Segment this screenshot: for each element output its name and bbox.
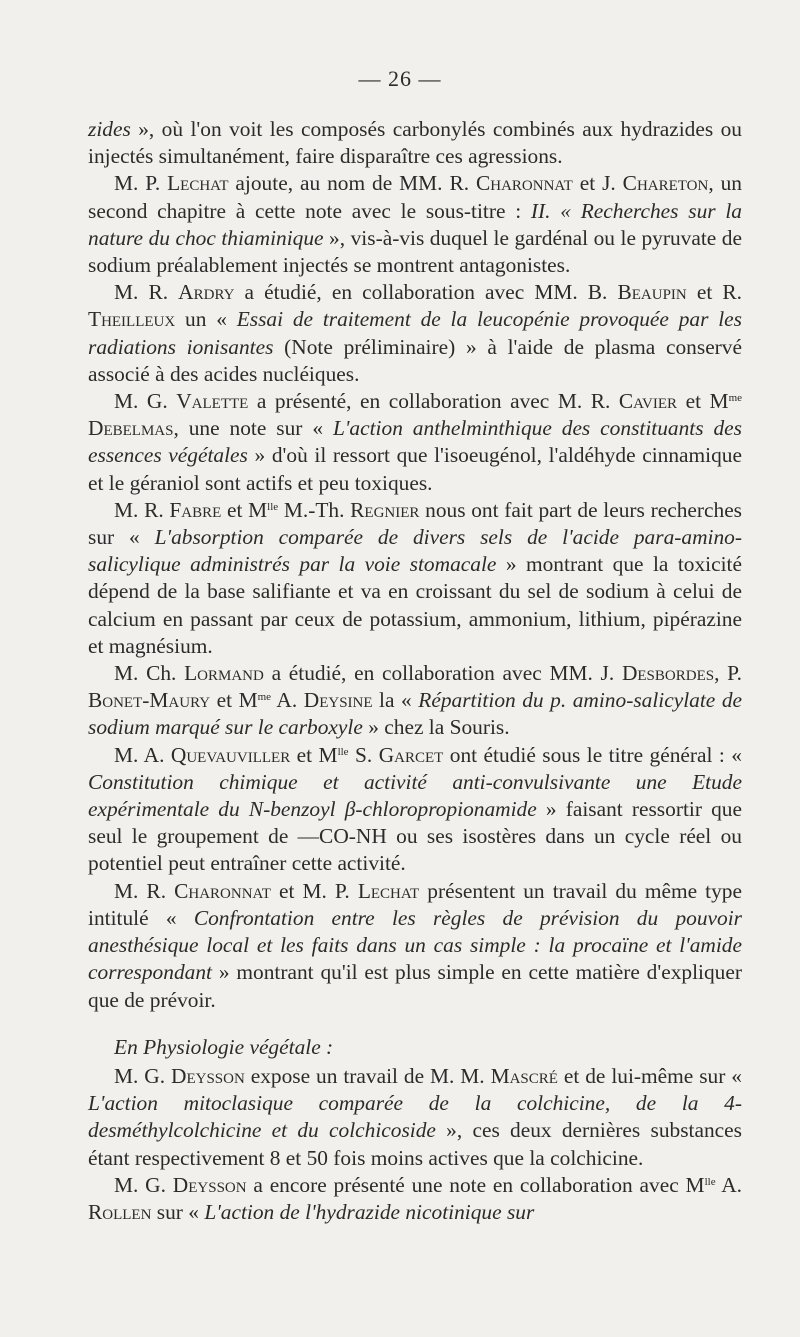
italic-title: L'action anthelminthique des constituants des essences végétales [88, 416, 743, 468]
author-name: Mascré [490, 1063, 558, 1088]
text-run: la « [372, 688, 419, 713]
italic-title: L'action mitoclasique comparée de la colchicine, de la 4-desméthylcolchicine et du colchicoside [88, 1091, 742, 1143]
text-run: M. P. [114, 171, 168, 196]
text-run: M. G. [114, 1063, 171, 1088]
text-run: M. R. [114, 280, 179, 305]
text-run: a étudié, en collaboration avec MM. B. [234, 280, 618, 305]
text-run: et de lui-même sur « [557, 1063, 742, 1088]
author-name: Charonnat [174, 878, 271, 903]
text-run: un « [175, 307, 237, 332]
text-run: M. R. [114, 497, 170, 522]
italic-title: II. « Recherches sur la nature du choc thiaminique [88, 198, 742, 250]
text-run: , un second chapitre à cette note avec le sous-titre : [88, 171, 743, 223]
text-run: ont étudié sous le titre général : « [443, 742, 742, 767]
text-run: A. [271, 688, 304, 713]
author-name: Garcet [378, 742, 444, 767]
text-run: M.-Th. [278, 497, 351, 522]
superscript: lle [337, 745, 349, 758]
author-name: Fabre [169, 497, 222, 522]
paragraph [88, 279, 742, 388]
author-name: Beaupin [617, 280, 687, 305]
paragraph [88, 388, 742, 497]
text-run: (Note préliminaire) » à l'aide de plasma conservé associé à des acides nucléiques. [88, 334, 742, 386]
author-name: Valette [176, 389, 249, 414]
superscript: me [257, 691, 272, 704]
author-name: Debelmas [88, 416, 174, 441]
superscript: me [728, 392, 743, 405]
author-name: Chareton [622, 171, 709, 196]
author-name: Lechat [357, 878, 420, 903]
text-run: M. G. [114, 1172, 173, 1197]
italic-title: Répartition du p. amino-salicylate de sodium marqué sur le carboxyle [88, 688, 743, 740]
italic-title: Constitution chimique et activité anti-convulsivante une Etude expérimentale du N-benzoyl β-chloropropionamide [88, 769, 742, 822]
author-name: Charonnat [476, 171, 573, 196]
text-run: et M [677, 389, 729, 414]
paragraph [88, 116, 742, 170]
text-run: » faisant ressortir que seul le groupement de —CO-NH ou ses isostères dans un cycle réel ou potentiel peut entraîner cette activité. [88, 797, 742, 876]
text-run: », où l'on voit les composés carbonylés combinés aux hydrazides ou injectés simultanément, faire disparaître ces agressions. [88, 117, 742, 169]
text-run: S. [348, 742, 379, 767]
text-run: M. G. [114, 389, 177, 414]
text-run: et M. P. [270, 878, 358, 903]
paragraph [88, 497, 742, 660]
superscript: lle [267, 500, 279, 513]
author-name: Deysson [172, 1172, 247, 1197]
text-run: présentent un travail du même type intitulé « [88, 878, 742, 930]
italic-title: L'action de l'hydrazide nicotinique sur [204, 1199, 535, 1224]
body-text [88, 116, 742, 1226]
text-run: a encore présenté une note en collaboration avec M [246, 1172, 705, 1197]
text-run: , P. [714, 661, 743, 686]
author-name: Desbordes [621, 661, 715, 686]
superscript: lle [704, 1175, 716, 1188]
paragraph [88, 1172, 742, 1226]
paragraph [88, 170, 742, 279]
text-run: En Physiologie végétale : [114, 1034, 334, 1059]
paragraph [88, 660, 742, 742]
text-run: , une note sur « [173, 416, 333, 441]
author-name: Ardry [178, 280, 235, 305]
text-run: » d'où il ressort que l'isoeugénol, l'aldéhyde cinnamique et le géraniol sont actifs et peu toxiques. [88, 443, 742, 495]
author-name: Theilleux [88, 307, 176, 332]
text-run: a présenté, en collaboration avec M. R. [248, 389, 619, 414]
text-run: » chez la Souris. [362, 715, 510, 740]
text-run: M. Ch. [114, 661, 185, 686]
author-name: Quevauviller [170, 742, 291, 767]
author-name: Regnier [350, 497, 420, 522]
text-run: sur « [151, 1199, 205, 1224]
text-run: a étudié, en collaboration avec MM. J. [263, 661, 622, 686]
page-number: — 26 — [358, 66, 442, 91]
text-run: ajoute, au nom de MM. R. [228, 171, 476, 196]
paragraph [88, 878, 742, 1014]
italic-title: L'absorption comparée de divers sels de l'acide para-amino-salicylique administrés par la voie stomacale [88, 525, 742, 577]
section-heading [88, 1034, 742, 1061]
text-run: A. [715, 1172, 743, 1197]
author-name: Rollen [88, 1199, 152, 1224]
text-run: », vis-à-vis duquel le gardénal ou le pyruvate de sodium préalablement injectés se montrent antagonistes. [88, 225, 742, 278]
author-name: Deysson [171, 1063, 245, 1088]
text-run: et J. [572, 171, 623, 196]
text-run: M. R. [114, 878, 175, 903]
text-run: » montrant qu'il est plus simple en cette matière d'expliquer que de prévoir. [88, 960, 742, 1012]
author-name: Bonet-Maury [88, 688, 211, 713]
author-name: Deysine [303, 688, 373, 713]
text-run: et M [210, 688, 258, 713]
text-run: », ces deux dernières substances étant respectivement 8 et 50 fois moins actives que la colchicine. [88, 1118, 742, 1170]
italic-title: Confrontation entre les règles de prévision du pouvoir anesthésique local et les faits dans un cas simple : la procaïne et l'amide correspondant [88, 905, 743, 985]
paragraph [88, 742, 742, 878]
author-name: Lormand [184, 661, 264, 686]
author-name: Lechat [167, 171, 229, 196]
italic-title: zides [88, 117, 131, 141]
text-run: » montrant que la toxicité dépend de la base salifiante et va en croissant du sel de sodium à celui de calcium en passant par ceux de potassium, ammonium, lithium, pipérazine et magnésium. [88, 552, 742, 658]
text-run: et M [221, 497, 268, 522]
author-name: Cavier [618, 389, 678, 414]
text-run: et M [290, 742, 338, 767]
text-run: et R. [686, 280, 742, 305]
paragraph [88, 1063, 742, 1172]
italic-title: Essai de traitement de la leucopénie provoquée par les radiations ionisantes [88, 307, 742, 359]
text-run: expose un travail de M. M. [244, 1063, 491, 1088]
text-run: M. A. [114, 742, 171, 767]
text-run: nous ont fait part de leurs recherches sur « [88, 497, 743, 550]
